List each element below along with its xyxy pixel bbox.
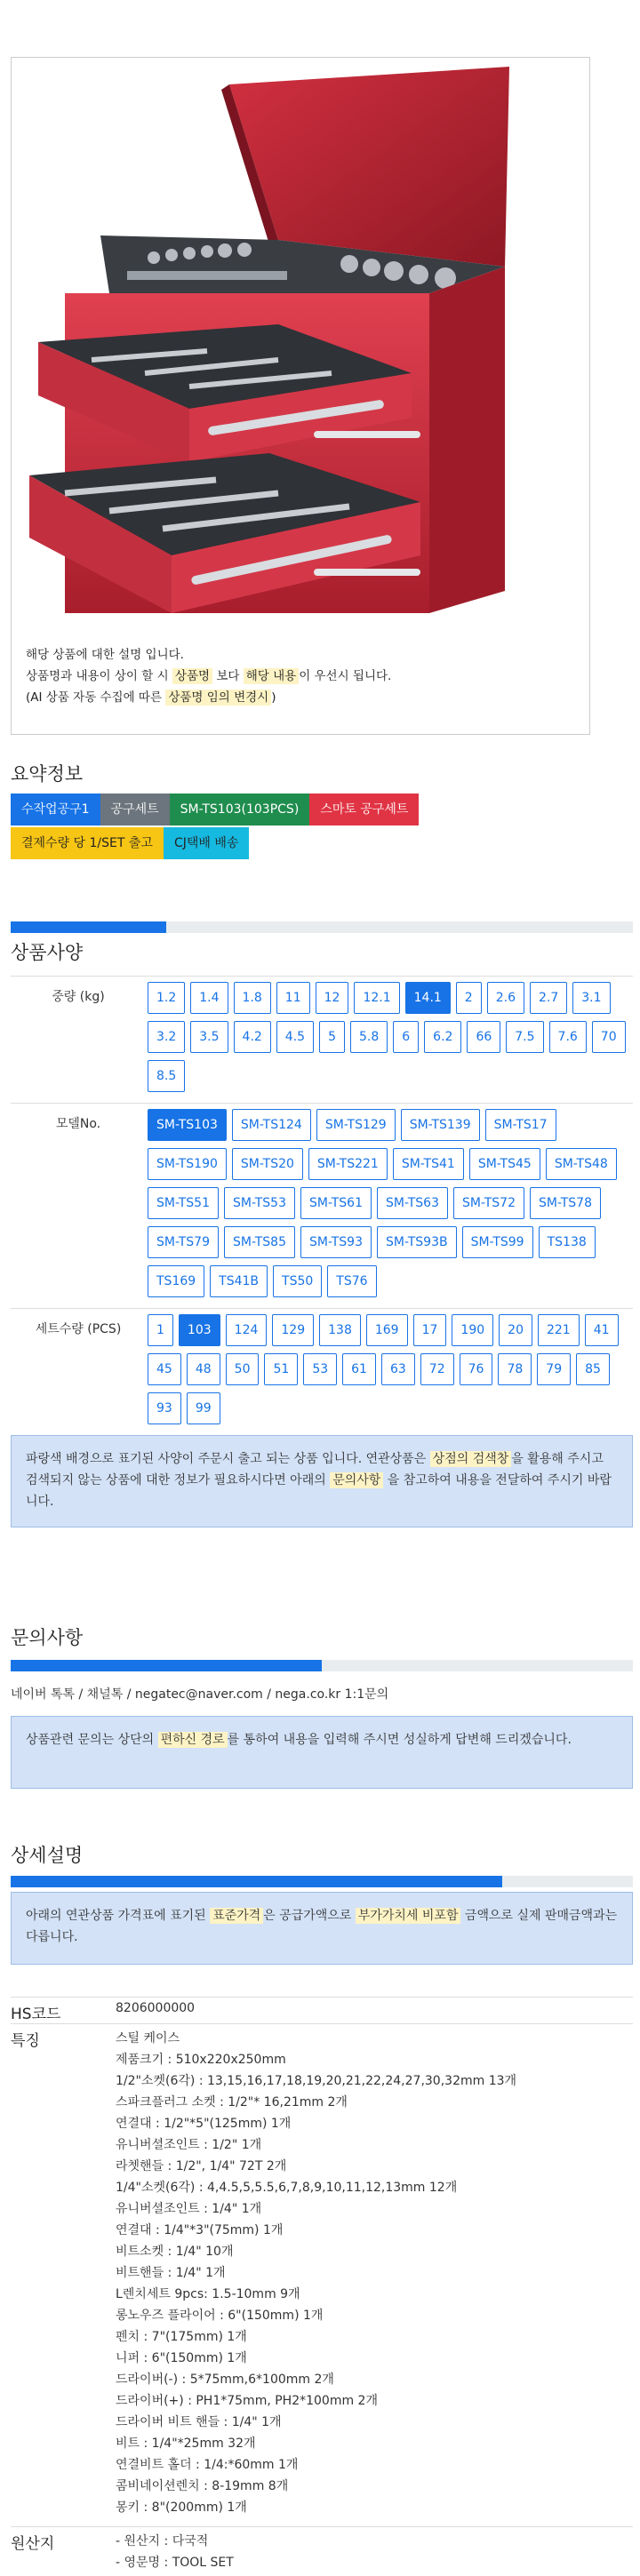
spec-option[interactable]: 79 xyxy=(537,1353,571,1385)
spec-option[interactable]: SM-TS190 xyxy=(148,1148,227,1180)
inquiry-info-box xyxy=(11,1716,633,1789)
spec-option[interactable]: 6.2 xyxy=(424,1021,461,1053)
spec-label-model: 모델No. xyxy=(55,1117,101,1131)
detail-info-box xyxy=(11,1892,633,1965)
spec-option[interactable]: SM-TS45 xyxy=(469,1148,540,1180)
product-image xyxy=(12,58,589,626)
info-text: 아래의 연관상품 가격표에 표기된 xyxy=(26,1909,211,1923)
spec-option[interactable]: 78 xyxy=(498,1353,532,1385)
info-text: 을 참고하여 내용을 전달하여 주시기 바랍니다. xyxy=(26,1473,612,1509)
spec-option[interactable]: 103 xyxy=(179,1314,220,1346)
inquiry-progress-bar xyxy=(11,1660,633,1671)
feature-line: 몽키 : 8"(200mm) 1개 xyxy=(116,2500,247,2515)
spec-option[interactable]: 221 xyxy=(538,1314,580,1346)
spec-option[interactable]: 12 xyxy=(316,982,349,1014)
spec-label-weight: 중량 (kg) xyxy=(52,990,105,1004)
features-list xyxy=(116,2024,633,2526)
note-text: 상품명과 내용이 상이 할 시 xyxy=(26,669,172,683)
summary-tags-row-1 xyxy=(11,794,419,825)
highlight-rename: 상품명 임의 변경시 xyxy=(165,690,271,706)
tag-brand[interactable]: 스마토 공구세트 xyxy=(309,794,419,825)
spec-option[interactable]: SM-TS221 xyxy=(308,1148,388,1180)
spec-label-set-qty: 세트수량 (PCS) xyxy=(35,1322,122,1336)
spec-option[interactable]: 61 xyxy=(342,1353,376,1385)
origin-country: - 원산지 : 다국적 xyxy=(116,2534,209,2548)
spec-option[interactable]: 85 xyxy=(576,1353,610,1385)
spec-option[interactable]: SM-TS124 xyxy=(232,1109,311,1141)
highlight-inquiry: 문의사항 xyxy=(330,1472,383,1488)
spec-option[interactable]: TS138 xyxy=(539,1226,596,1258)
feature-line: 연결비트 홀더 : 1/4:*60mm 1개 xyxy=(116,2458,299,2472)
spec-option[interactable]: 169 xyxy=(366,1314,408,1346)
info-text: 을 활용해 주시고 검색되지 않는 상품에 대한 정보가 필요하시다면 아래의 xyxy=(26,1452,604,1487)
spec-option[interactable]: SM-TS63 xyxy=(377,1187,448,1219)
spec-options-set-qty xyxy=(146,1309,633,1435)
hs-code-label: HS코드 xyxy=(11,2006,61,2023)
spec-option[interactable]: SM-TS99 xyxy=(462,1226,533,1258)
spec-option[interactable]: 6 xyxy=(393,1021,419,1053)
spec-option[interactable]: 50 xyxy=(226,1353,260,1385)
note-line-2 xyxy=(26,666,391,687)
tag-category[interactable]: 수작업공구1 xyxy=(11,794,100,825)
product-note xyxy=(26,644,391,708)
origin-list xyxy=(116,2527,633,2576)
spec-option[interactable]: 138 xyxy=(319,1314,361,1346)
tag-courier[interactable]: CJ택배 배송 xyxy=(164,827,249,859)
note-text: 보다 xyxy=(212,669,244,683)
toolbox-illustration xyxy=(12,58,589,626)
detail-title: 상세설명 xyxy=(11,1845,84,1866)
detail-row-features xyxy=(11,2023,633,2526)
detail-row-hs xyxy=(11,1997,633,2023)
detail-progress-bar xyxy=(11,1876,633,1887)
spec-option[interactable]: 72 xyxy=(420,1353,454,1385)
spec-option[interactable]: SM-TS129 xyxy=(316,1109,396,1141)
spec-option[interactable]: 76 xyxy=(460,1353,493,1385)
spec-option[interactable]: SM-TS93B xyxy=(377,1226,457,1258)
spec-option[interactable]: 3.5 xyxy=(190,1021,228,1053)
feature-line: 유니버셜조인트 : 1/2" 1개 xyxy=(116,2138,262,2152)
detail-row-origin xyxy=(11,2526,633,2576)
spec-option[interactable]: 124 xyxy=(226,1314,268,1346)
tag-model[interactable]: SM-TS103(103PCS) xyxy=(170,794,310,825)
spec-option[interactable]: 20 xyxy=(499,1314,532,1346)
spec-options-weight xyxy=(146,977,633,1103)
origin-label: 원산지 xyxy=(11,2535,55,2553)
spec-option[interactable]: 3.1 xyxy=(572,982,610,1014)
feature-line: 1/4"소켓(6각) : 4,4.5,5,5.5,6,7,8,9,10,11,12,13mm 12개 xyxy=(116,2181,458,2195)
spec-option[interactable]: 2.6 xyxy=(487,982,524,1014)
spec-option[interactable]: 53 xyxy=(303,1353,337,1385)
feature-line: 스틸 케이스 xyxy=(116,2031,180,2046)
inquiry-progress-fill xyxy=(11,1660,322,1671)
spec-option[interactable]: SM-TS85 xyxy=(224,1226,295,1258)
highlight-content: 해당 내용 xyxy=(244,668,299,684)
spec-option[interactable]: 4.2 xyxy=(234,1021,271,1053)
feature-line: 롱노우즈 플라이어 : 6"(150mm) 1개 xyxy=(116,2309,324,2323)
feature-line: 드라이버(-) : 5*75mm,6*100mm 2개 xyxy=(116,2373,334,2387)
feature-line: 스파크플러그 소켓 : 1/2"* 16,21mm 2개 xyxy=(116,2095,348,2109)
feature-line: 연결대 : 1/2"*5"(125mm) 1개 xyxy=(116,2117,292,2131)
spec-option[interactable]: 45 xyxy=(148,1353,181,1385)
highlight-search: 상점의 검색창 xyxy=(430,1451,512,1467)
detail-progress-fill xyxy=(11,1876,502,1887)
note-text: (AI 상품 자동 수집에 따른 xyxy=(26,690,166,705)
contact-info[interactable]: 네이버 톡톡 / 채널톡 / negatec@naver.com / nega.co.kr 1:1문의 xyxy=(11,1687,389,1702)
spec-option[interactable]: 70 xyxy=(592,1021,626,1053)
spec-option[interactable]: 7.6 xyxy=(549,1021,587,1053)
feature-line: 비트핸들 : 1/4" 1개 xyxy=(116,2266,226,2280)
spec-options-model xyxy=(146,1104,633,1308)
note-line-3 xyxy=(26,687,391,708)
hs-code-value: 8206000000 xyxy=(116,2001,196,2015)
spec-option[interactable]: 3.2 xyxy=(148,1021,185,1053)
feature-line: 니퍼 : 6"(150mm) 1개 xyxy=(116,2351,247,2365)
spec-row-model xyxy=(11,1104,633,1309)
highlight-route: 편하신 경로 xyxy=(158,1732,228,1748)
spec-option[interactable]: TS50 xyxy=(273,1265,322,1297)
product-image-card xyxy=(11,57,590,735)
feature-line: 1/2"소켓(6각) : 13,15,16,17,18,19,20,21,22,24,27,30,32mm 13개 xyxy=(116,2074,517,2088)
note-text: 이 우선시 됩니다. xyxy=(299,669,392,683)
spec-row-set-qty xyxy=(11,1309,633,1436)
feature-line: 제품크기 : 510x220x250mm xyxy=(116,2053,286,2067)
spec-option[interactable]: SM-TS93 xyxy=(300,1226,372,1258)
feature-line: 라쳇핸들 : 1/2", 1/4" 72T 2개 xyxy=(116,2159,287,2173)
spec-option[interactable]: SM-TS20 xyxy=(232,1148,303,1180)
info-text: 금액으로 실제 판매금액과는 다릅니다. xyxy=(26,1909,618,1944)
feature-line: 연결대 : 1/4"*3"(75mm) 1개 xyxy=(116,2223,284,2237)
summary-tags-row-2 xyxy=(11,827,249,859)
spec-option[interactable]: 2.7 xyxy=(530,982,567,1014)
spec-option[interactable]: 63 xyxy=(381,1353,415,1385)
feature-line: L렌치세트 9pcs: 1.5-10mm 9개 xyxy=(116,2287,300,2301)
feature-line: 콤비네이션렌치 : 8-19mm 8개 xyxy=(116,2479,289,2493)
spec-option[interactable]: SM-TS72 xyxy=(453,1187,524,1219)
spec-option[interactable]: SM-TS48 xyxy=(546,1148,617,1180)
spec-option[interactable]: 99 xyxy=(187,1392,220,1424)
feature-line: 비트소켓 : 1/4" 10개 xyxy=(116,2245,234,2259)
spec-option[interactable]: 1.4 xyxy=(190,982,228,1014)
spec-option[interactable]: SM-TS41 xyxy=(393,1148,464,1180)
tag-shipping-unit[interactable]: 결제수량 당 1/SET 출고 xyxy=(11,827,164,859)
spec-title: 상품사양 xyxy=(11,942,84,963)
highlight-product-name: 상품명 xyxy=(172,668,212,684)
spec-option[interactable]: SM-TS51 xyxy=(148,1187,219,1219)
spec-option[interactable]: SM-TS78 xyxy=(530,1187,601,1219)
feature-line: 드라이버(+) : PH1*75mm, PH2*100mm 2개 xyxy=(116,2394,378,2408)
feature-line: 유니버셜조인트 : 1/4" 1개 xyxy=(116,2202,262,2216)
spec-option[interactable]: SM-TS61 xyxy=(300,1187,372,1219)
spec-option[interactable]: 93 xyxy=(148,1392,181,1424)
spec-progress-bar xyxy=(11,921,633,933)
note-text: ) xyxy=(271,690,276,705)
spec-option[interactable]: TS41B xyxy=(210,1265,268,1297)
highlight-standard-price: 표준가격 xyxy=(210,1908,263,1924)
summary-title: 요약정보 xyxy=(11,763,84,785)
info-text: 상품관련 문의는 상단의 xyxy=(26,1733,158,1747)
spec-option[interactable]: SM-TS103 xyxy=(148,1109,227,1141)
spec-option[interactable]: 190 xyxy=(452,1314,493,1346)
spec-option[interactable]: SM-TS17 xyxy=(485,1109,556,1141)
spec-option[interactable]: 5.8 xyxy=(350,1021,388,1053)
spec-option[interactable]: 8.5 xyxy=(148,1060,185,1092)
feature-line: 드라이버 비트 핸들 : 1/4" 1개 xyxy=(116,2415,282,2429)
origin-english-name: - 영문명 : TOOL SET xyxy=(116,2556,234,2570)
spec-option[interactable]: SM-TS53 xyxy=(224,1187,295,1219)
tag-subcategory[interactable]: 공구세트 xyxy=(100,794,170,825)
spec-option[interactable]: 17 xyxy=(413,1314,447,1346)
spec-row-weight xyxy=(11,977,633,1104)
spec-option[interactable]: 48 xyxy=(187,1353,220,1385)
info-text: 를 통하여 내용을 입력해 주시면 성실하게 답변해 드리겠습니다. xyxy=(227,1733,572,1747)
spec-option[interactable]: SM-TS79 xyxy=(148,1226,219,1258)
spec-option[interactable]: TS76 xyxy=(327,1265,376,1297)
info-text: 파랑색 배경으로 표기된 사양이 주문시 출고 되는 상품 입니다. 연관상품은 xyxy=(26,1452,430,1466)
spec-option[interactable]: 4.5 xyxy=(276,1021,314,1053)
spec-option[interactable]: 66 xyxy=(467,1021,500,1053)
spec-progress-fill xyxy=(11,921,166,933)
inquiry-title: 문의사항 xyxy=(11,1627,84,1648)
spec-option[interactable]: TS169 xyxy=(148,1265,204,1297)
features-label: 특징 xyxy=(11,2032,40,2050)
feature-line: 펜치 : 7"(175mm) 1개 xyxy=(116,2330,247,2344)
spec-option[interactable]: 12.1 xyxy=(354,982,399,1014)
spec-table xyxy=(11,976,633,1436)
spec-option[interactable]: 129 xyxy=(272,1314,314,1346)
feature-line: 비트 : 1/4"*25mm 32개 xyxy=(116,2436,256,2451)
spec-option[interactable]: 51 xyxy=(264,1353,298,1385)
spec-option[interactable]: 11 xyxy=(276,982,310,1014)
spec-info-box xyxy=(11,1435,633,1527)
spec-option[interactable]: 5 xyxy=(319,1021,345,1053)
note-line-1: 해당 상품에 대한 설명 입니다. xyxy=(26,648,184,662)
spec-option[interactable]: 7.5 xyxy=(506,1021,543,1053)
spec-option[interactable]: 41 xyxy=(585,1314,619,1346)
info-text: 은 공급가액으로 xyxy=(263,1909,356,1923)
spec-option[interactable]: 2 xyxy=(456,982,482,1014)
highlight-vat-excluded: 부가가치세 비포함 xyxy=(356,1908,461,1924)
spec-option[interactable]: 14.1 xyxy=(405,982,451,1014)
spec-option[interactable]: 1.2 xyxy=(148,982,185,1014)
spec-option[interactable]: 1 xyxy=(148,1314,173,1346)
spec-option[interactable]: 1.8 xyxy=(234,982,271,1014)
spec-option[interactable]: SM-TS139 xyxy=(401,1109,480,1141)
